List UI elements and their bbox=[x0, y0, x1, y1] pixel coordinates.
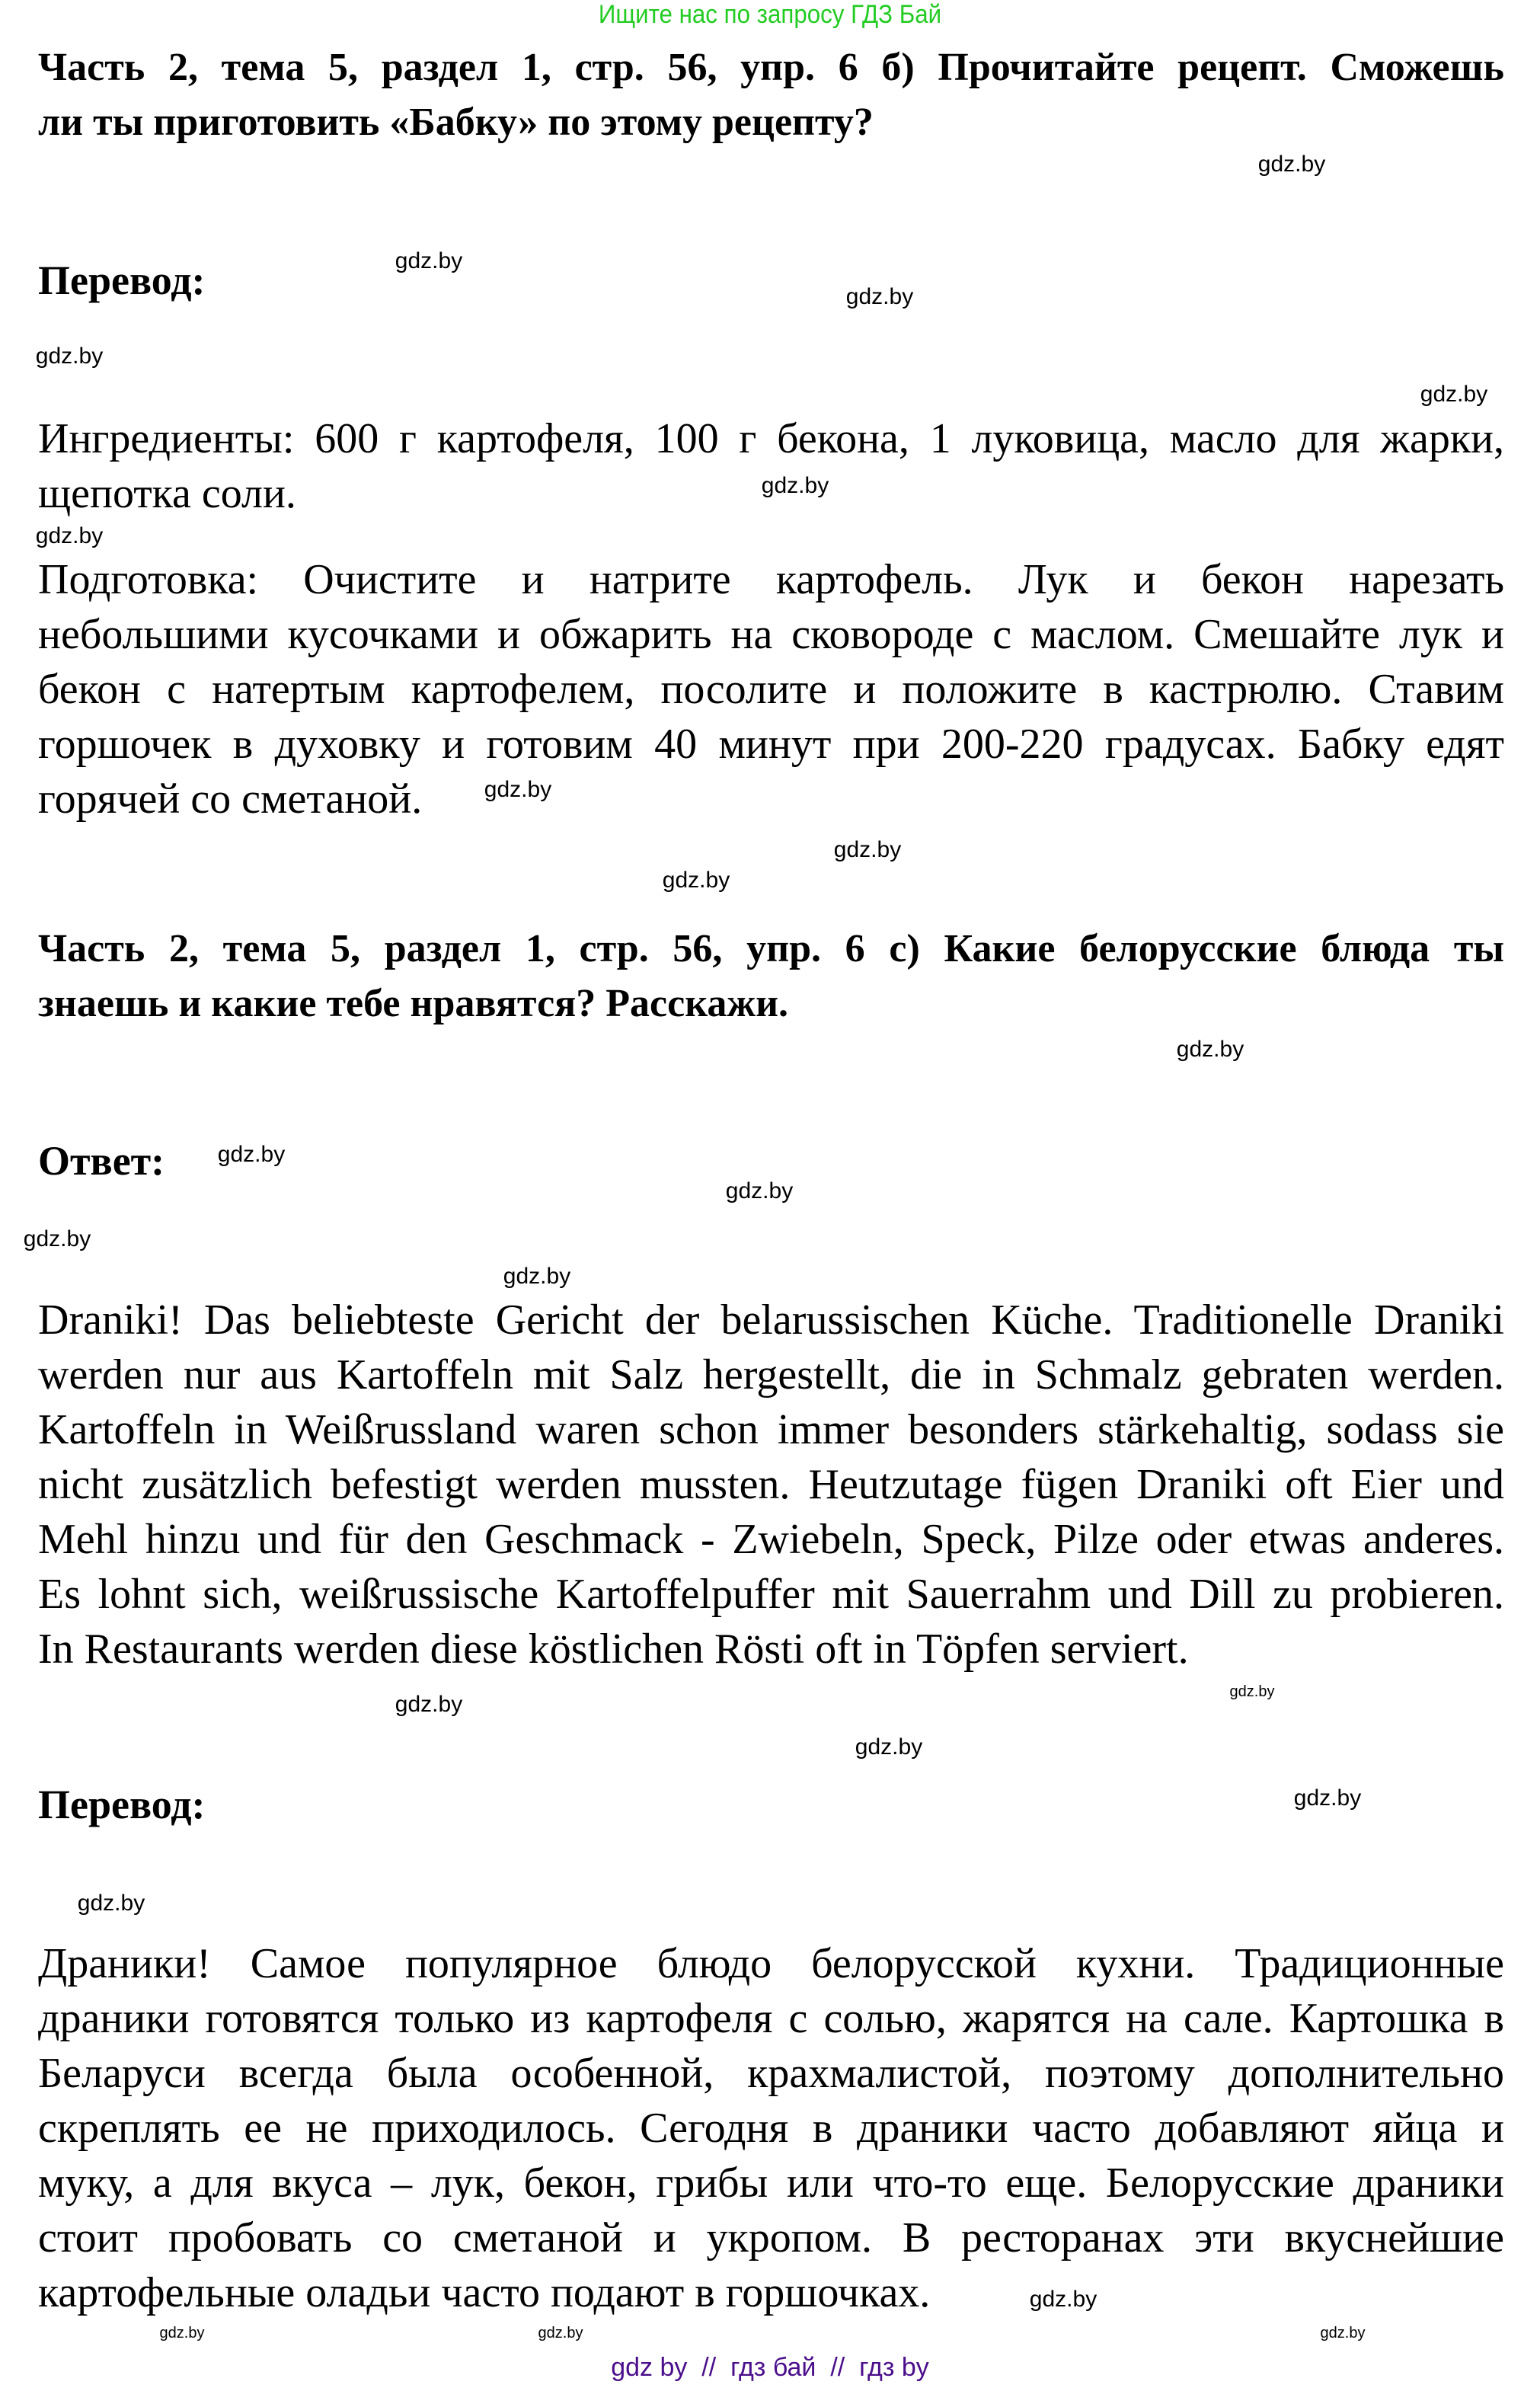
watermark: gdz.by bbox=[159, 2325, 205, 2341]
watermark: gdz.by bbox=[35, 523, 104, 548]
text-line: Kartoffeln in Weißrussland waren schon immer besonders stärkehaltig, sodass sie bbox=[38, 1406, 1504, 1453]
watermark: gdz.by bbox=[23, 1226, 91, 1251]
text-line: ли ты приготовить «Бабку» по этому рецепту? bbox=[38, 101, 874, 144]
text-line: Ингредиенты: 600 г картофеля, 100 г бекона, 1 луковица, масло для жарки, bbox=[38, 415, 1504, 462]
watermark: gdz.by bbox=[761, 473, 829, 498]
watermark: gdz.by bbox=[77, 1891, 145, 1916]
preparation-paragraph bbox=[38, 552, 1504, 826]
watermark: gdz.by bbox=[833, 837, 902, 862]
text-line: In Restaurants werden diese köstlichen Rösti oft in Töpfen serviert. bbox=[38, 1625, 1189, 1673]
text-line: щепотка соли. bbox=[38, 470, 296, 517]
text-line: Беларуси всегда была особенной, крахмалистой, поэтому дополнительно bbox=[38, 2050, 1504, 2097]
text-line: муку, а для вкуса – лук, бекон, грибы или что-то еще. Белорусские драники bbox=[38, 2159, 1504, 2207]
watermark: gdz.by bbox=[1176, 1037, 1244, 1062]
exercise-heading-6c bbox=[38, 922, 1504, 1031]
translation-label-2: Перевод: bbox=[38, 1782, 206, 1827]
text-line: Mehl hinzu und für den Geschmack - Zwiebeln, Speck, Pilze oder etwas anderes. bbox=[38, 1516, 1504, 1563]
text-line: картофельные оладьи часто подают в горшочках. bbox=[38, 2269, 931, 2316]
text-line: Es lohnt sich, weißrussische Kartoffelpuffer mit Sauerrahm und Dill zu probieren. bbox=[38, 1571, 1504, 1618]
watermark: gdz.by bbox=[1029, 2287, 1097, 2312]
ingredients-paragraph bbox=[38, 411, 1504, 521]
watermark: gdz.by bbox=[1320, 2325, 1366, 2341]
watermark: gdz.by bbox=[1257, 152, 1326, 177]
watermark: gdz.by bbox=[1229, 1683, 1275, 1700]
text-line: Draniki! Das beliebteste Gericht der belarussischen Küche. Traditionelle Draniki bbox=[38, 1296, 1504, 1344]
text-line: бекон с натертым картофелем, посолите и положите в кастрюлю. Ставим bbox=[38, 666, 1504, 713]
exercise-heading-6b bbox=[38, 40, 1504, 150]
answer-label: Ответ: bbox=[38, 1138, 165, 1184]
watermark: gdz.by bbox=[395, 248, 463, 273]
text-line: Часть 2, тема 5, раздел 1, стр. 56, упр. 6 с) Какие белорусские блюда ты bbox=[38, 927, 1504, 970]
text-line: небольшими кусочками и обжарить на сковороде с маслом. Смешайте лук и bbox=[38, 611, 1504, 658]
watermark: gdz.by bbox=[845, 284, 914, 309]
text-line: драники готовятся только из картофеля с солью, жарятся на сале. Картошка в bbox=[38, 1995, 1504, 2042]
translation-paragraph bbox=[38, 1936, 1504, 2320]
text-line: Подготовка: Очистите и натрите картофель. Лук и бекон нарезать bbox=[38, 556, 1504, 603]
watermark: gdz.by bbox=[503, 1264, 571, 1289]
text-line: werden nur aus Kartoffeln mit Salz hergestellt, die in Schmalz gebraten werden. bbox=[38, 1351, 1504, 1398]
watermark: gdz.by bbox=[395, 1692, 463, 1717]
watermark: gdz.by bbox=[484, 777, 552, 802]
text-line: горячей со сметаной. bbox=[38, 775, 423, 823]
watermark: gdz.by bbox=[1420, 382, 1488, 407]
watermark: gdz.by bbox=[725, 1178, 794, 1203]
text-line: стоит пробовать со сметаной и укропом. В ресторанах эти вкуснейшие bbox=[38, 2214, 1504, 2262]
watermark: gdz.by bbox=[662, 868, 730, 893]
watermark: gdz.by bbox=[1293, 1785, 1362, 1811]
watermark: gdz.by bbox=[855, 1734, 923, 1760]
text-line: горшочек в духовку и готовим 40 минут при 200-220 градусах. Бабку едят bbox=[38, 721, 1504, 768]
footer-links: gdz by // гдз бай // гдз by bbox=[611, 2353, 929, 2382]
text-line: nicht zusätzlich befestigt werden mussten. Heutzutage fügen Draniki oft Eier und bbox=[38, 1461, 1504, 1508]
watermark: gdz.by bbox=[217, 1142, 286, 1167]
text-line: Драники! Самое популярное блюдо белорусской кухни. Традиционные bbox=[38, 1940, 1504, 1987]
watermark: gdz.by bbox=[538, 2325, 583, 2341]
search-banner: Ищите нас по запросу ГДЗ Бай bbox=[598, 0, 942, 29]
translation-label: Перевод: bbox=[38, 257, 206, 303]
watermark: gdz.by bbox=[35, 344, 104, 369]
text-line: знаешь и какие тебе нравятся? Расскажи. bbox=[38, 982, 789, 1025]
text-line: скреплять ее не приходилось. Сегодня в драники часто добавляют яйца и bbox=[38, 2105, 1504, 2152]
text-line: Часть 2, тема 5, раздел 1, стр. 56, упр. 6 б) Прочитайте рецепт. Сможешь bbox=[38, 46, 1504, 89]
answer-paragraph-german bbox=[38, 1293, 1504, 1677]
